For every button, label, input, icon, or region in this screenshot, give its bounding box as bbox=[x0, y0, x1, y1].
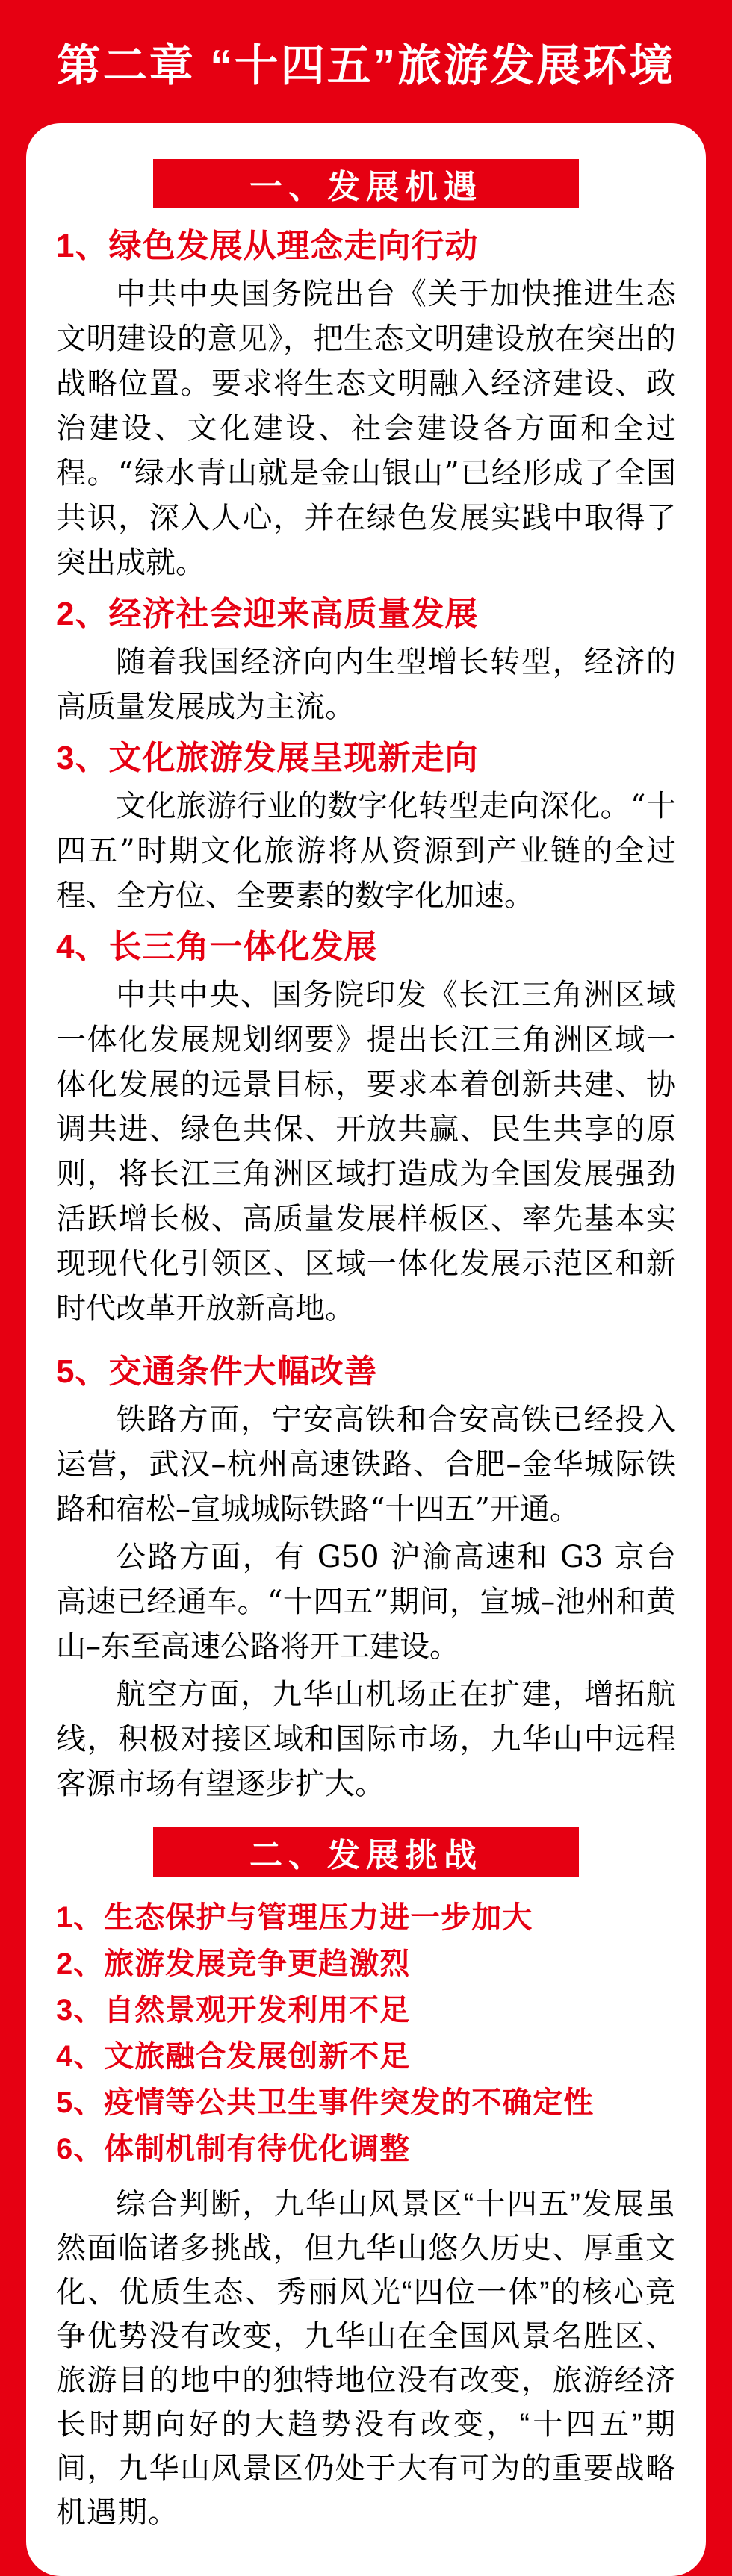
body-paragraph: 铁路方面，宁安高铁和合安高铁已经投入运营，武汉–杭州高速铁路、合肥–金华城际铁路和宿松–宣城城际铁路“十四五”开通。 bbox=[56, 1403, 676, 1526]
subsection-heading: 1、绿色发展从理念走向行动 bbox=[56, 228, 479, 264]
challenge-item: 1、生态保护与管理压力进一步加大 bbox=[56, 1901, 533, 1934]
subsection-heading: 2、经济社会迎来高质量发展 bbox=[56, 596, 479, 632]
subsection-heading: 4、长三角一体化发展 bbox=[56, 929, 378, 965]
body-paragraph: 中共中央国务院出台《关于加快推进生态文明建设的意见》，把生态文明建设放在突出的战略位置。要求将生态文明融入经济建设、政治建设、文化建设、社会建设各方面和全过程。“绿水青山就是金山银山”已经形成了全国共识，深入人心，并在绿色发展实践中取得了突出成就。 bbox=[56, 277, 676, 580]
challenge-item: 3、自然景观开发利用不足 bbox=[56, 1994, 411, 2027]
challenge-item: 5、疫情等公共卫生事件突发的不确定性 bbox=[56, 2086, 595, 2119]
body-paragraph: 公路方面，有 G50 沪渝高速和 G3 京台高速已经通车。“十四五”期间，宣城–池州和黄山–东至高速公路将开工建设。 bbox=[56, 1540, 676, 1664]
body-paragraph: 文化旅游行业的数字化转型走向深化。“十四五”时期文化旅游将从资源到产业链的全过程、全方位、全要素的数字化加速。 bbox=[56, 789, 676, 913]
challenge-item: 2、旅游发展竞争更趋激烈 bbox=[56, 1947, 411, 1980]
body-paragraph: 中共中央、国务院印发《长江三角洲区域一体化发展规划纲要》提出长江三角洲区域一体化发展的远景目标，要求本着创新共建、协调共进、绿色共保、开放共赢、民生共享的原则，将长江三角洲区域打造成为全国发展强劲活跃增长极、高质量发展样板区、率先基本实现现代化引领区、区域一体化发展示范区和新时代改革开放新高地。 bbox=[56, 978, 676, 1326]
page-title: 第二章 “十四五”旅游发展环境 bbox=[56, 41, 676, 90]
subsection-transport-improvement bbox=[56, 1352, 676, 1806]
challenge-item: 6、体制机制有待优化调整 bbox=[56, 2133, 411, 2165]
challenge-list bbox=[56, 1894, 676, 2172]
section-banner-opportunities: 一、发展机遇 bbox=[153, 159, 579, 208]
page-header bbox=[0, 0, 732, 123]
content-card bbox=[26, 123, 706, 2576]
subsection-yangtze-delta-integration bbox=[56, 927, 676, 1331]
body-paragraph: 航空方面，九华山机场正在扩建，增拓航线，积极对接区域和国际市场，九华山中远程客源市场有望逐步扩大。 bbox=[56, 1677, 676, 1801]
section-banner-challenges: 二、发展挑战 bbox=[153, 1827, 579, 1877]
conclusion-paragraph: 综合判断，九华山风景区“十四五”发展虽然面临诸多挑战，但九华山悠久历史、厚重文化、优质生态、秀丽风光“四位一体”的核心竞争优势没有改变，九华山在全国风景名胜区、旅游目的地中的独特地位没有改变，旅游经济长时期向好的大趋势没有改变，“十四五”期间，九华山风景区仍处于大有可为的重要战略机遇期。 bbox=[56, 2188, 676, 2529]
body-paragraph: 随着我国经济向内生型增长转型，经济的高质量发展成为主流。 bbox=[56, 645, 676, 724]
subsection-culture-tourism-trend bbox=[56, 738, 676, 918]
subsection-economy-quality bbox=[56, 594, 676, 729]
subsection-heading: 5、交通条件大幅改善 bbox=[56, 1353, 378, 1390]
challenge-item: 4、文旅融合发展创新不足 bbox=[56, 2040, 411, 2073]
subsection-green-development bbox=[56, 226, 676, 585]
subsection-heading: 3、文化旅游发展呈现新走向 bbox=[56, 740, 479, 776]
